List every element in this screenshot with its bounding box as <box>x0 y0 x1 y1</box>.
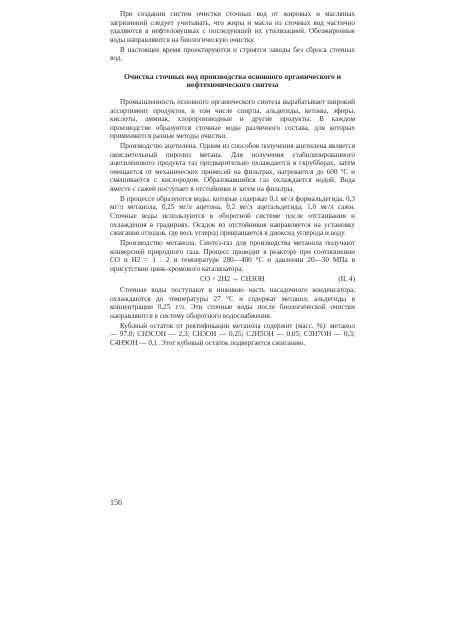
section-heading: Очистка сточных вод производства основного органического и нефтехимического синтеза <box>124 71 341 90</box>
text-column <box>110 10 355 349</box>
paragraph: В процессе образуются воды, которые содержат 0,1 мг/л формальдегида, 0,3 мг/л метанола, 0,25 мг/л ацетона, 0,2 мг/л ацетальдегида, 1,0 мг/л сажи. Сточные воды используются в оборотной системе после отстаивания и охлаждения в градирнях. Осадок из отстойников направляется на установку сжигания отходов, где весь углерод превращается в диоксид углерода и воду. <box>110 194 355 238</box>
paragraph: В настоящее время проектируются и строятся заводы без сброса сточных вод. <box>110 45 355 63</box>
paragraph: Промышленность основного органического синтеза вырабатывает широкий ассортимент продуктов, в том числе спирты, альдегиды, кетоны, эфиры, кислоты, аммиак, хлорпроизводные и другие продукты. В каждом производстве образуются сточные воды различного состава, для которых применяются разные методы очистки. <box>110 97 355 141</box>
paragraph: Производство метанола. Синтез-газ для производства метанола получают конверсией природного газа. Процесс проводят в реакторе при соотношении СО и Н2 = 1 : 2 и температуре 280—400 °С и давлении 20—30 МПа в присутствии цинк-хромового катализатора: <box>110 239 355 273</box>
paragraph: При создании систем очистки сточных вод от жировых и масляных загрязнений следует учитывать, что жиры и масла из сточных вод частично удаляются в нефтеловушках с последующей их утилизацией. Обезжиренные воды направляются на биологическую очистку. <box>110 10 355 44</box>
formula-number: (II. 4) <box>338 275 355 284</box>
paragraph: Кубовый остаток от ректификации метанола содержит (масс. %): метанол — 97,0; СН3СОН — 2,3; СН3ОН — 0,25; С2Н5ОН — 0,05; С3Н7ОН — 0,3; С4Н9ОН — 0,1. Этот кубовый остаток подвергается сжиганию. <box>110 321 355 347</box>
paragraph: Производство ацетилена. Одним из способов получения ацетилена является окислительный пиролиз метана. Для получения стабилизированного ацетиленового продукта газ предварительно охлаждается в скрубберах, затем очищается от механических примесей на фильтрах, нагревается до 600 °С и смешивается с кислородом. Образовавшийся газ охлаждается водой. Вода вместе с сажей поступает в отстойники и затем на фильтры. <box>110 142 355 194</box>
page-number: 156 <box>110 498 122 507</box>
paragraph: Сточные воды поступают в нижнюю часть насадочного конденсатора, охлаждаются до температуры 27 °С и содержат метанол, альдегиды в концентрации 0,25 г/л. Эти сточные воды после биологической очистки направляются в систему оборотного водоснабжения. <box>110 285 355 320</box>
formula-text: CO + 2H2 → CH3OH <box>200 275 265 284</box>
formula <box>110 275 355 284</box>
